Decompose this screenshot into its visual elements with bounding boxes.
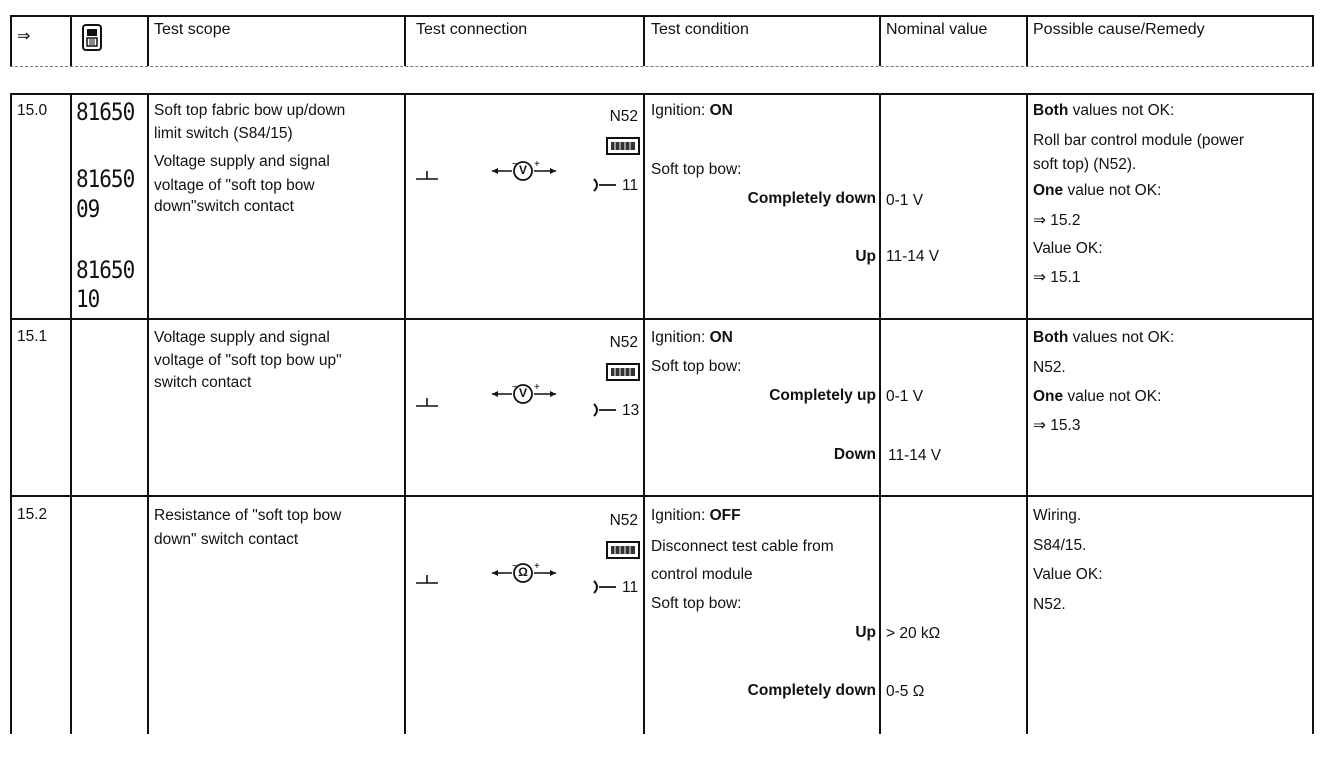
header-vline-3 <box>404 15 406 66</box>
work-code-suffix: 09 <box>76 195 100 223</box>
cause-link[interactable]: ⇒ 15.3 <box>1033 417 1081 434</box>
nominal-value: 11-14 V <box>886 248 940 265</box>
condition-ignition: Ignition: ON <box>651 102 733 119</box>
cause-line: soft top) (N52). <box>1033 156 1137 173</box>
cause-line: Wiring. <box>1033 507 1082 524</box>
pin-number: 11 <box>622 579 639 596</box>
connector-icon <box>606 362 640 384</box>
cause-line: N52. <box>1033 359 1066 376</box>
row-top-border <box>10 93 1314 95</box>
cause-line: Both values not OK: <box>1033 102 1175 119</box>
body-vline-0 <box>10 93 12 734</box>
meter-symbol: Ω <box>518 565 528 579</box>
cause-line: S84/15. <box>1033 537 1087 554</box>
header-bottom-dashed <box>10 66 1314 67</box>
pin-number: 11 <box>622 177 639 194</box>
ground-symbol-icon <box>414 572 440 586</box>
svg-text:+: + <box>534 561 540 572</box>
condition-state: Down <box>833 446 876 463</box>
meter-symbol: V <box>518 163 527 177</box>
header-vline-0 <box>10 15 12 66</box>
body-vline-2 <box>147 93 149 734</box>
ground-symbol-icon <box>414 395 440 409</box>
cause-line: Value OK: <box>1033 566 1103 583</box>
condition-state: Completely down <box>747 190 876 207</box>
svg-text:−: − <box>512 561 518 572</box>
header-arrow: ⇒ <box>17 28 31 45</box>
body-vline-7 <box>1312 93 1314 734</box>
scope-line: limit switch (S84/15) <box>154 125 293 142</box>
cause-line: One value not OK: <box>1033 182 1162 199</box>
cause-line: Both values not OK: <box>1033 329 1175 346</box>
pin-number: 13 <box>622 402 640 419</box>
condition-line: Disconnect test cable from <box>651 538 834 555</box>
cause-line: Roll bar control module (power <box>1033 132 1245 149</box>
row-divider-1 <box>10 318 1314 320</box>
scope-line: voltage of "soft top bow <box>154 177 315 194</box>
work-code: 81650 <box>76 98 135 126</box>
pin-connector-icon <box>592 402 618 418</box>
svg-text:−: − <box>512 159 518 170</box>
connector-icon <box>606 540 640 562</box>
svg-text:−: − <box>512 382 518 393</box>
condition-state: Up <box>855 248 876 265</box>
body-vline-1 <box>70 93 72 734</box>
svg-text:+: + <box>534 382 540 393</box>
cause-link[interactable]: ⇒ 15.1 <box>1033 269 1081 286</box>
scope-line: Resistance of "soft top bow <box>154 507 342 524</box>
pin-connector-icon <box>592 177 618 193</box>
ground-symbol-icon <box>414 168 440 182</box>
header-top-border <box>10 15 1314 17</box>
condition-soft-top-bow: Soft top bow: <box>651 595 742 612</box>
header-test-connection: Test connection <box>416 21 528 38</box>
module-label: N52 <box>609 334 638 351</box>
nominal-value: > 20 kΩ <box>886 625 941 642</box>
nominal-value: 0-1 V <box>886 388 924 405</box>
scope-line: Voltage supply and signal <box>154 329 330 346</box>
condition-state: Up <box>855 624 876 641</box>
step-number: 15.1 <box>17 328 48 345</box>
body-vline-4 <box>643 93 645 734</box>
header-vline-7 <box>1312 15 1314 66</box>
header-vline-6 <box>1026 15 1028 66</box>
work-code: 81650 <box>76 165 135 193</box>
condition-soft-top-bow: Soft top bow: <box>651 161 742 178</box>
svg-text:+: + <box>534 159 540 170</box>
condition-line: control module <box>651 566 753 583</box>
meter-symbol: V <box>518 386 527 400</box>
scope-line: Soft top fabric bow up/down <box>154 102 346 119</box>
condition-state: Completely down <box>747 682 876 699</box>
nominal-value: 11-14 V <box>888 447 942 464</box>
scope-line: voltage of "soft top bow up" <box>154 352 342 369</box>
header-nominal-value: Nominal value <box>886 21 988 38</box>
condition-soft-top-bow: Soft top bow: <box>651 358 742 375</box>
header-test-scope: Test scope <box>154 21 231 38</box>
cause-line: Value OK: <box>1033 240 1103 257</box>
scope-line: down"switch contact <box>154 198 294 215</box>
condition-ignition: Ignition: ON <box>651 329 733 346</box>
body-vline-6 <box>1026 93 1028 734</box>
header-vline-4 <box>643 15 645 66</box>
header-vline-1 <box>70 15 72 66</box>
nominal-value: 0-1 V <box>886 192 924 209</box>
header-vline-2 <box>147 15 149 66</box>
module-label: N52 <box>609 512 638 529</box>
header-possible-cause: Possible cause/Remedy <box>1033 21 1205 38</box>
header-test-condition: Test condition <box>651 21 749 38</box>
step-number: 15.2 <box>17 506 48 523</box>
condition-ignition: Ignition: OFF <box>651 507 741 524</box>
step-number: 15.0 <box>17 102 48 119</box>
connector-icon <box>606 136 640 158</box>
body-vline-5 <box>879 93 881 734</box>
scope-line: down" switch contact <box>154 531 299 548</box>
scope-line: switch contact <box>154 374 252 391</box>
cause-line: N52. <box>1033 596 1066 613</box>
header-vline-5 <box>879 15 881 66</box>
module-label: N52 <box>609 108 638 125</box>
work-code-suffix: 10 <box>76 285 100 313</box>
pin-connector-icon <box>592 579 618 595</box>
cause-line: One value not OK: <box>1033 388 1162 405</box>
tester-device-icon <box>80 23 106 53</box>
condition-state: Completely up <box>769 387 876 404</box>
body-vline-3 <box>404 93 406 734</box>
row-divider-2 <box>10 495 1314 497</box>
cause-link[interactable]: ⇒ 15.2 <box>1033 212 1081 229</box>
work-code: 81650 <box>76 256 135 284</box>
scope-line: Voltage supply and signal <box>154 153 330 170</box>
nominal-value: 0-5 Ω <box>886 683 925 700</box>
